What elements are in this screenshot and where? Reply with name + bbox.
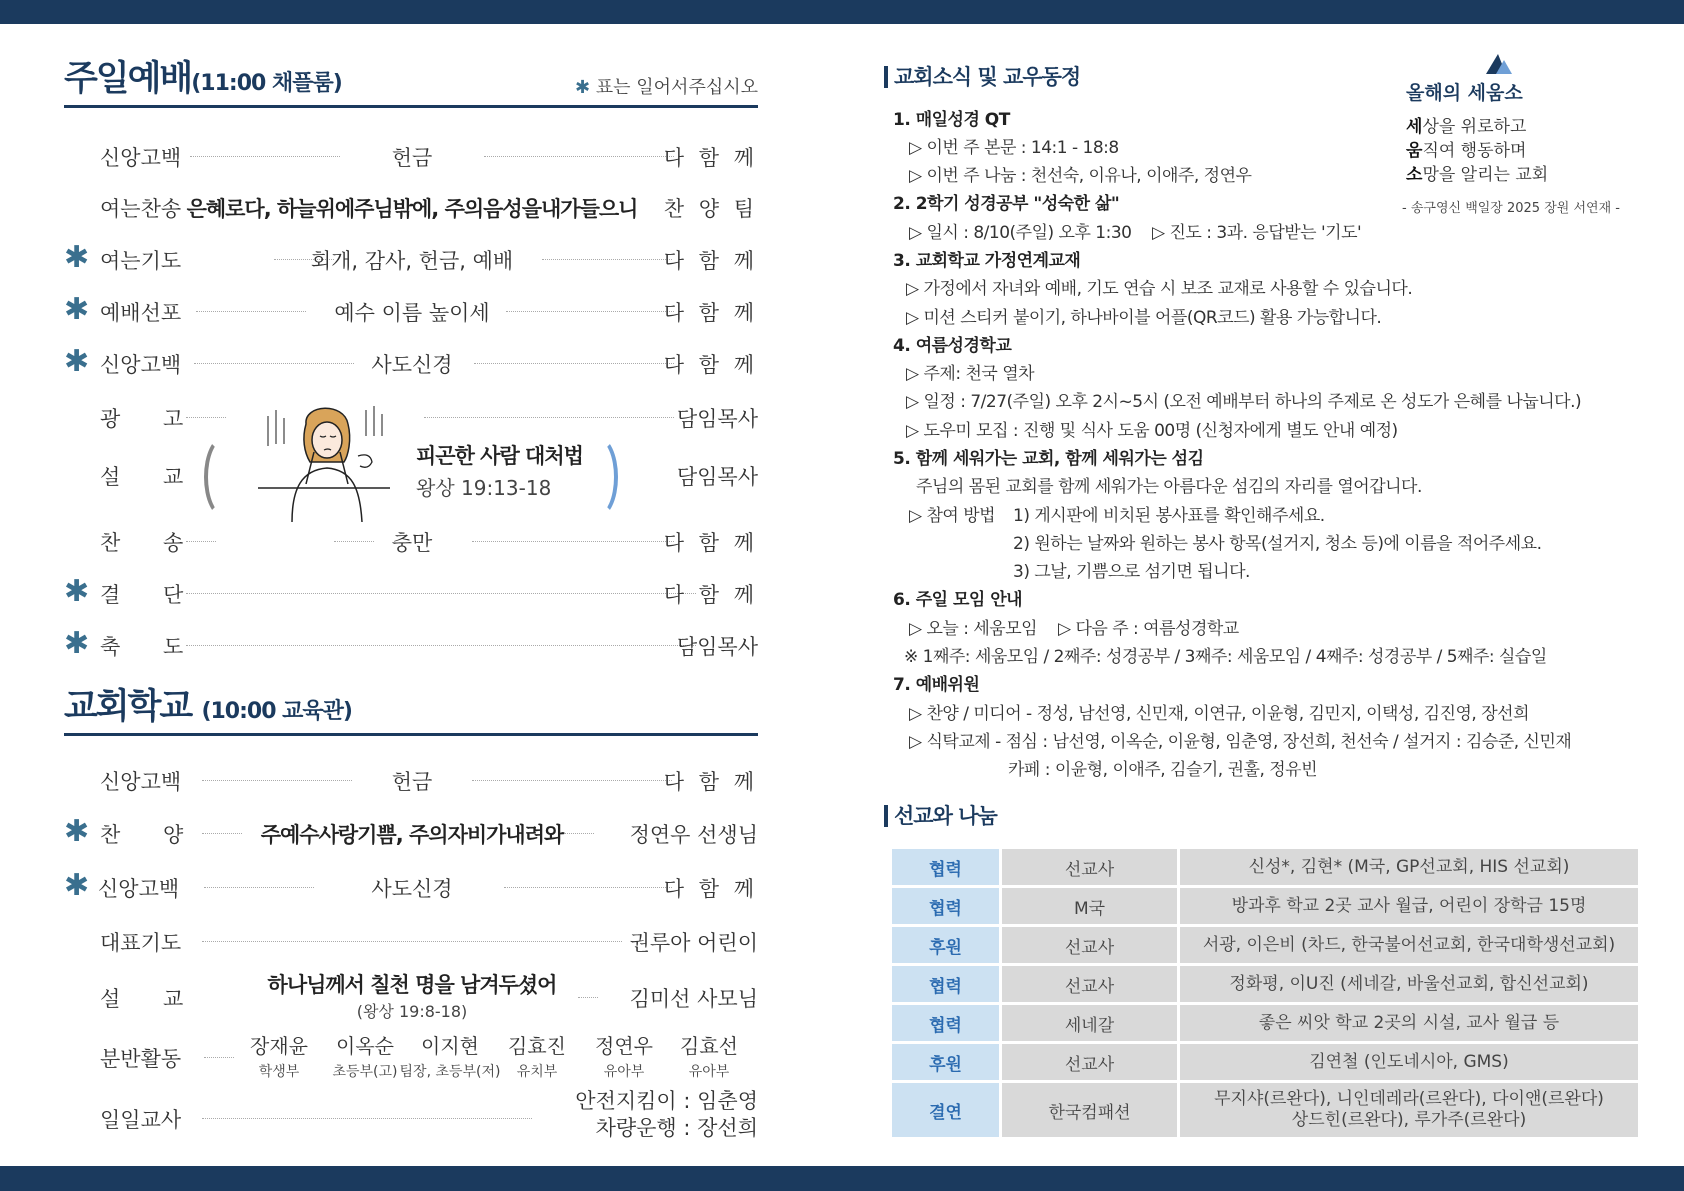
dotted-leader bbox=[472, 541, 674, 542]
order-item: 사도신경 bbox=[371, 353, 453, 377]
order-item: 주예수사랑기쁨, 주의자비가내려와 bbox=[260, 823, 564, 847]
left-bracket bbox=[204, 436, 244, 518]
church-school-header bbox=[64, 686, 758, 736]
sermon-ref: 왕상 19:13-18 bbox=[416, 476, 552, 500]
sunday-worship-title: 주일예배(11:00 채플룸) bbox=[64, 59, 342, 99]
dotted-leader bbox=[186, 645, 696, 646]
news-line: ▷ 찬양 / 미디어 - 정성, 남선영, 신민재, 이연규, 이윤형, 김민지, 이택성, 김진영, 장선희 bbox=[909, 704, 1529, 724]
order-label: 찬 양 bbox=[100, 823, 202, 847]
order-leader: 다 함 께 bbox=[663, 583, 758, 607]
support-desc: 김연철 (인도네시아, GMS) bbox=[1180, 1044, 1638, 1080]
order-label: 신앙고백 bbox=[100, 146, 182, 170]
order-leader: 다 함 께 bbox=[663, 877, 758, 901]
news-heading: 1. 매일성경 QT bbox=[893, 110, 1010, 130]
support-type: 결연 bbox=[892, 1083, 1002, 1137]
order-label: 대표기도 bbox=[100, 931, 182, 955]
order-leader: 담임목사 bbox=[676, 407, 758, 431]
motto-line: 움직여 행동하며 bbox=[1406, 141, 1527, 161]
order-label: 여는찬송 bbox=[100, 197, 182, 221]
order-label: 결 단 bbox=[100, 583, 202, 607]
order-leader: 다 함 께 bbox=[663, 301, 758, 325]
table-row bbox=[892, 927, 1638, 963]
dotted-leader bbox=[506, 311, 674, 312]
order-item: 헌금 bbox=[391, 146, 433, 170]
dotted-leader bbox=[202, 833, 242, 834]
order-leader: 담임목사 bbox=[676, 465, 758, 489]
order-item: 사도신경 bbox=[371, 877, 453, 901]
church-school-title: 교회학교 (10:00 교육관) bbox=[64, 687, 352, 727]
stand-note: ✱ 표는 일어서주십시오 bbox=[574, 77, 758, 98]
news-line: 3) 그날, 기쁨으로 섬기면 됩니다. bbox=[1013, 562, 1250, 582]
support-desc: 무지샤(르완다), 니인데레라(르완다), 다이앤(르완다) 상드힌(르완다), 루가주(르완다) bbox=[1180, 1083, 1638, 1137]
asterisk-icon: ✱ bbox=[64, 626, 90, 661]
news-line: 2) 원하는 날짜와 원하는 봉사 항목(설거지, 청소 등)에 이름을 적어주세요. bbox=[1013, 534, 1542, 554]
support-target: 선교사 bbox=[1002, 927, 1180, 963]
teacher-item: 김효선 유아부 bbox=[680, 1034, 738, 1080]
news-heading: 5. 함께 세워가는 교회, 함께 세워가는 섬김 bbox=[893, 449, 1204, 469]
dotted-leader bbox=[472, 780, 672, 781]
sunday-worship-header bbox=[64, 58, 758, 108]
order-item: 회개, 감사, 헌금, 예배 bbox=[310, 249, 514, 273]
dotted-leader bbox=[204, 887, 314, 888]
news-line: ▷ 다음 주 : 여름성경학교 bbox=[1058, 619, 1239, 639]
dotted-leader bbox=[186, 541, 216, 542]
news-line: ▷ 일시 : 8/10(주일) 오후 1:30 bbox=[909, 223, 1132, 243]
order-leader: 다 함 께 bbox=[663, 249, 758, 273]
support-type: 협력 bbox=[892, 1005, 1002, 1041]
dotted-leader bbox=[194, 363, 354, 364]
order-leader: 안전지킴이 : 임춘영 bbox=[575, 1089, 758, 1113]
news-line: ▷ 일정 : 7/27(주일) 오후 2시~5시 (오전 예배부터 하나의 주제로 온 성도가 은혜를 나눕니다.) bbox=[906, 392, 1582, 412]
news-line: 1) 게시판에 비치된 봉사표를 확인해주세요. bbox=[1013, 506, 1325, 526]
order-leader: 김미선 사모님 bbox=[629, 987, 758, 1011]
order-label: 설 교 bbox=[100, 987, 202, 1011]
table-row bbox=[892, 849, 1638, 885]
order-label: 신앙고백 bbox=[98, 877, 180, 901]
news-heading: 6. 주일 모임 안내 bbox=[893, 590, 1023, 610]
table-row bbox=[892, 966, 1638, 1002]
dotted-leader bbox=[474, 363, 674, 364]
news-note: ※ 1째주: 세움모임 / 2째주: 성경공부 / 3째주: 세움모임 / 4째주: 성경공부 / 5째주: 실습일 bbox=[904, 647, 1547, 667]
order-item: 충만 bbox=[391, 531, 433, 555]
order-item: 하나님께서 칠천 명을 남겨두셨어 bbox=[267, 973, 557, 997]
asterisk-icon: ✱ bbox=[64, 240, 90, 275]
news-line: ▷ 식탁교제 - 점심 : 남선영, 이옥순, 이윤형, 임춘영, 장선희, 천선숙 / 설거지 : 김승준, 신민재 bbox=[909, 732, 1572, 752]
support-target: 선교사 bbox=[1002, 1044, 1180, 1080]
order-label: 신앙고백 bbox=[100, 353, 182, 377]
news-heading: 3. 교회학교 가정연계교재 bbox=[893, 251, 1081, 271]
order-item: 헌금 bbox=[391, 770, 433, 794]
support-desc: 신성*, 김현* (M국, GP선교회, HIS 선교회) bbox=[1180, 849, 1638, 885]
news-heading: 7. 예배위원 bbox=[893, 675, 980, 695]
order-label: 설 교 bbox=[100, 465, 202, 489]
order-label: 분반활동 bbox=[100, 1047, 182, 1071]
motto-title: 올해의 세움소 bbox=[1406, 82, 1523, 104]
news-heading: 2. 2학기 성경공부 "성숙한 삶" bbox=[893, 194, 1120, 214]
news-line: ▷ 미션 스티커 붙이기, 하나바이블 어플(QR코드) 활용 가능합니다. bbox=[906, 308, 1382, 328]
order-leader: 다 함 께 bbox=[663, 353, 758, 377]
asterisk-icon: ✱ bbox=[574, 77, 591, 98]
order-leader: 권루아 어린이 bbox=[629, 931, 758, 955]
news-line: ▷ 참여 방법 bbox=[909, 506, 996, 526]
order-item-ref: (왕상 19:8-18) bbox=[356, 1002, 468, 1021]
top-bar bbox=[0, 0, 1684, 24]
order-leader: 다 함 께 bbox=[663, 146, 758, 170]
teacher-item: 이옥순 초등부(고) bbox=[332, 1034, 398, 1080]
dotted-leader bbox=[202, 1118, 532, 1119]
support-target: 세네갈 bbox=[1002, 1005, 1180, 1041]
order-leader: 다 함 께 bbox=[663, 531, 758, 555]
news-line: ▷ 진도 : 3과. 응답받는 '기도' bbox=[1152, 223, 1362, 243]
teacher-item: 정연우 유아부 bbox=[595, 1034, 653, 1080]
order-label: 광 고 bbox=[100, 407, 202, 431]
asterisk-icon: ✱ bbox=[64, 814, 90, 849]
news-heading: 4. 여름성경학교 bbox=[893, 336, 1012, 356]
dotted-leader bbox=[564, 833, 594, 834]
support-type: 협력 bbox=[892, 966, 1002, 1002]
support-type: 후원 bbox=[892, 927, 1002, 963]
news-line: ▷ 오늘 : 세움모임 bbox=[909, 619, 1038, 639]
class-teachers bbox=[240, 1030, 740, 1080]
news-line: ▷ 주제: 천국 열차 bbox=[906, 364, 1035, 384]
mission-table bbox=[892, 846, 1638, 1140]
table-row bbox=[892, 1083, 1638, 1137]
order-leader: 찬 양 팀 bbox=[663, 197, 758, 221]
support-target: 한국컴패션 bbox=[1002, 1083, 1180, 1137]
bottom-bar bbox=[0, 1166, 1684, 1191]
sermon-box bbox=[204, 396, 618, 526]
asterisk-icon: ✱ bbox=[64, 292, 90, 327]
news-line: ▷ 가정에서 자녀와 예배, 기도 연습 시 보조 교재로 사용할 수 있습니다. bbox=[906, 279, 1413, 299]
dotted-leader bbox=[202, 941, 622, 942]
news-line: 주님의 몸된 교회를 함께 세워가는 아름다운 섬김의 자리를 열어갑니다. bbox=[916, 477, 1422, 497]
dotted-leader bbox=[484, 156, 674, 157]
news-title: 교회소식 및 교우동정 bbox=[884, 66, 1080, 88]
dotted-leader bbox=[196, 311, 306, 312]
support-desc: 서광, 이은비 (차드, 한국불어선교회, 한국대학생선교회) bbox=[1180, 927, 1638, 963]
support-desc: 좋은 씨앗 학교 2곳의 시설, 교사 월급 등 bbox=[1180, 1005, 1638, 1041]
motto-line: 소망을 알리는 교회 bbox=[1406, 165, 1549, 185]
order-leader: 담임목사 bbox=[676, 635, 758, 659]
teacher-item: 김효진 유치부 bbox=[508, 1034, 566, 1080]
support-desc: 정화평, 이U진 (세네갈, 바울선교회, 합신선교회) bbox=[1180, 966, 1638, 1002]
table-row bbox=[892, 888, 1638, 924]
news-line: 카페 : 이윤형, 이애주, 김슬기, 권훌, 정유빈 bbox=[1008, 760, 1318, 780]
motto-citation: - 송구영신 백일장 2025 장원 서연재 - bbox=[1402, 201, 1620, 216]
sermon-title: 피곤한 사람 대처법 bbox=[416, 444, 583, 468]
order-label: 여는기도 bbox=[100, 249, 182, 273]
order-leader: 정연우 선생님 bbox=[629, 823, 758, 847]
order-label: 신앙고백 bbox=[100, 770, 182, 794]
order-label: 찬 송 bbox=[100, 531, 202, 555]
dotted-leader bbox=[542, 259, 672, 260]
dotted-leader bbox=[204, 1057, 234, 1058]
right-bracket bbox=[578, 436, 618, 518]
order-label: 일일교사 bbox=[100, 1108, 182, 1132]
asterisk-icon: ✱ bbox=[64, 344, 90, 379]
teacher-item: 장재윤 학생부 bbox=[250, 1034, 308, 1080]
dotted-leader bbox=[578, 997, 598, 998]
support-type: 협력 bbox=[892, 849, 1002, 885]
news-line: ▷ 도우미 모집 : 진행 및 식사 도움 00명 (신청자에게 별도 안내 예정) bbox=[906, 421, 1398, 441]
order-leader: 다 함 께 bbox=[663, 770, 758, 794]
support-type: 협력 bbox=[892, 888, 1002, 924]
mission-title: 선교와 나눔 bbox=[884, 805, 997, 827]
order-label: 축 도 bbox=[100, 635, 202, 659]
table-row bbox=[892, 1044, 1638, 1080]
news-line: ▷ 이번 주 나눔 : 천선숙, 이유나, 이애주, 정연우 bbox=[909, 166, 1252, 186]
order-item: 예수 이름 높이세 bbox=[334, 301, 490, 325]
asterisk-icon: ✱ bbox=[64, 574, 90, 609]
tired-woman-illustration bbox=[254, 396, 394, 524]
support-target: M국 bbox=[1002, 888, 1180, 924]
dotted-leader bbox=[186, 593, 696, 594]
order-item: 은혜로다, 하늘위에주님밖에, 주의음성을내가들으니 bbox=[186, 197, 638, 221]
dotted-leader bbox=[202, 780, 352, 781]
news-line: ▷ 이번 주 본문 : 14:1 - 18:8 bbox=[909, 138, 1119, 158]
asterisk-icon: ✱ bbox=[64, 868, 90, 903]
order-label: 예배선포 bbox=[100, 301, 182, 325]
table-row bbox=[892, 1005, 1638, 1041]
dotted-leader bbox=[334, 541, 374, 542]
motto-line: 세상을 위로하고 bbox=[1406, 117, 1527, 137]
order-leader: 차량운행 : 장선희 bbox=[595, 1116, 758, 1140]
dotted-leader bbox=[504, 887, 672, 888]
support-desc: 방과후 학교 2곳 교사 월급, 어린이 장학금 15명 bbox=[1180, 888, 1638, 924]
dotted-leader bbox=[190, 156, 340, 157]
support-type: 후원 bbox=[892, 1044, 1002, 1080]
church-logo-icon bbox=[1484, 52, 1514, 76]
support-target: 선교사 bbox=[1002, 966, 1180, 1002]
support-target: 선교사 bbox=[1002, 849, 1180, 885]
teacher-item: 이지현 팀장, 초등부(저) bbox=[399, 1034, 501, 1080]
